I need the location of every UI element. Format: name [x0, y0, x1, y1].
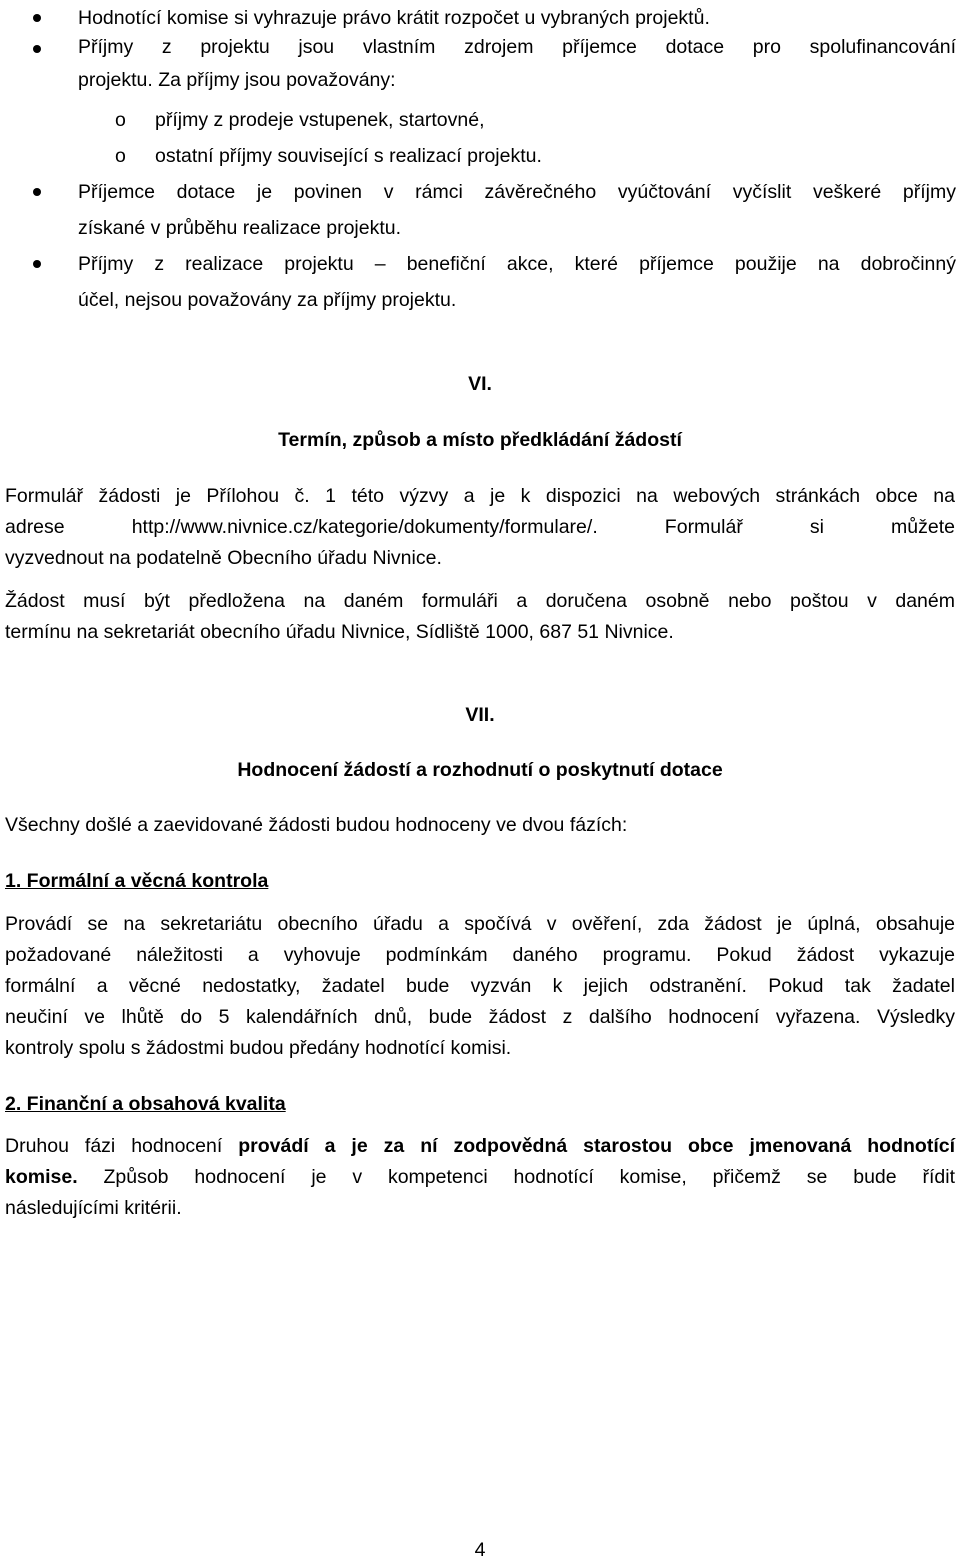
paragraph — [5, 909, 955, 1064]
sub-list-text: ostatní příjmy související s realizací projektu. — [155, 145, 542, 167]
paragraph — [5, 810, 955, 841]
paragraph-line: termínu na sekretariát obecního úřadu Nivnice, Sídliště 1000, 687 51 Nivnice. — [5, 621, 674, 643]
bullet-line: Příjmy z realizace projektu – benefiční akce, které příjemce použije na dobročinný — [78, 253, 956, 275]
bullet-line: Příjmy z projektu jsou vlastním zdrojem příjemce dotace pro spolufinancování — [78, 36, 956, 58]
section-number: VI. — [468, 373, 492, 395]
bullet-dot — [33, 188, 41, 196]
paragraph-line: Provádí se na sekretariátu obecního úřadu a spočívá v ověření, zda žádost je úplná, obsahuje — [5, 913, 955, 935]
bullet-text — [78, 31, 956, 97]
bullet-text — [78, 174, 956, 246]
paragraph-line — [5, 1131, 955, 1162]
paragraph-line: Formulář žádosti je Přílohou č. 1 této výzvy a je k dispozici na webových stránkách obce na — [5, 485, 955, 507]
bullet-line: získané v průběhu realizace projektu. — [78, 217, 402, 239]
sub-list-marker: o — [115, 109, 126, 131]
bullet-line: Hodnotící komise si vyhrazuje právo krátit rozpočet u vybraných projektů. — [78, 7, 710, 29]
paragraph-line: adrese http://www.nivnice.cz/kategorie/dokumenty/formulare/. Formulář si můžete — [5, 516, 955, 538]
paragraph-line: kontroly spolu s žádostmi budou předány hodnotící komisi. — [5, 1037, 512, 1059]
paragraph-line — [5, 1162, 955, 1193]
paragraph-text: Způsob hodnocení je v kompetenci hodnotící komise, přičemž se bude řídit — [77, 1166, 955, 1188]
phase-heading: 1. Formální a věcná kontrola — [5, 870, 269, 892]
section-number: VII. — [465, 704, 495, 726]
bullet-dot — [33, 14, 41, 22]
bullet-text — [78, 246, 956, 318]
sub-list-marker: o — [115, 145, 126, 167]
paragraph-line: neučiní ve lhůtě do 5 kalendářních dnů, bude žádost z dalšího hodnocení vyřazena. Výsledky — [5, 1006, 955, 1028]
paragraph-line: Žádost musí být předložena na daném formuláři a doručena osobně nebo poštou v daném — [5, 590, 955, 612]
paragraph-line: formální a věcné nedostatky, žadatel bude vyzván k jejich odstranění. Pokud tak žadatel — [5, 975, 955, 997]
bullet-line: projektu. Za příjmy jsou považovány: — [78, 69, 396, 91]
paragraph-bold-text: provádí a je za ní zodpovědná starostou obce jmenovaná hodnotící — [238, 1135, 956, 1157]
section-title: Termín, způsob a místo předkládání žádostí — [278, 429, 682, 451]
paragraph-line: Všechny došlé a zaevidované žádosti budou hodnoceny ve dvou fázích: — [5, 814, 628, 836]
paragraph-line: následujícími kritérii. — [5, 1197, 182, 1219]
paragraph — [5, 586, 955, 648]
paragraph-bold-text: komise. — [5, 1166, 78, 1188]
paragraph-line: požadované náležitosti a vyhovuje podmínkám daného programu. Pokud žádost vykazuje — [5, 944, 955, 966]
bullet-line: Příjemce dotace je povinen v rámci závěrečného vyúčtování vyčíslit veškeré příjmy — [78, 181, 956, 203]
paragraph-line: vyzvednout na podatelně Obecního úřadu Nivnice. — [5, 547, 442, 569]
paragraph — [5, 1131, 955, 1224]
paragraph — [5, 481, 955, 574]
bullet-dot — [33, 45, 41, 53]
section-title: Hodnocení žádostí a rozhodnutí o poskytnutí dotace — [237, 759, 723, 781]
bullet-line: účel, nejsou považovány za příjmy projektu. — [78, 289, 457, 311]
page-number: 4 — [474, 1539, 486, 1561]
paragraph-text: Druhou fázi hodnocení — [5, 1135, 239, 1157]
phase-heading: 2. Finanční a obsahová kvalita — [5, 1093, 286, 1115]
sub-list-text: příjmy z prodeje vstupenek, startovné, — [155, 109, 485, 131]
bullet-dot — [33, 260, 41, 268]
